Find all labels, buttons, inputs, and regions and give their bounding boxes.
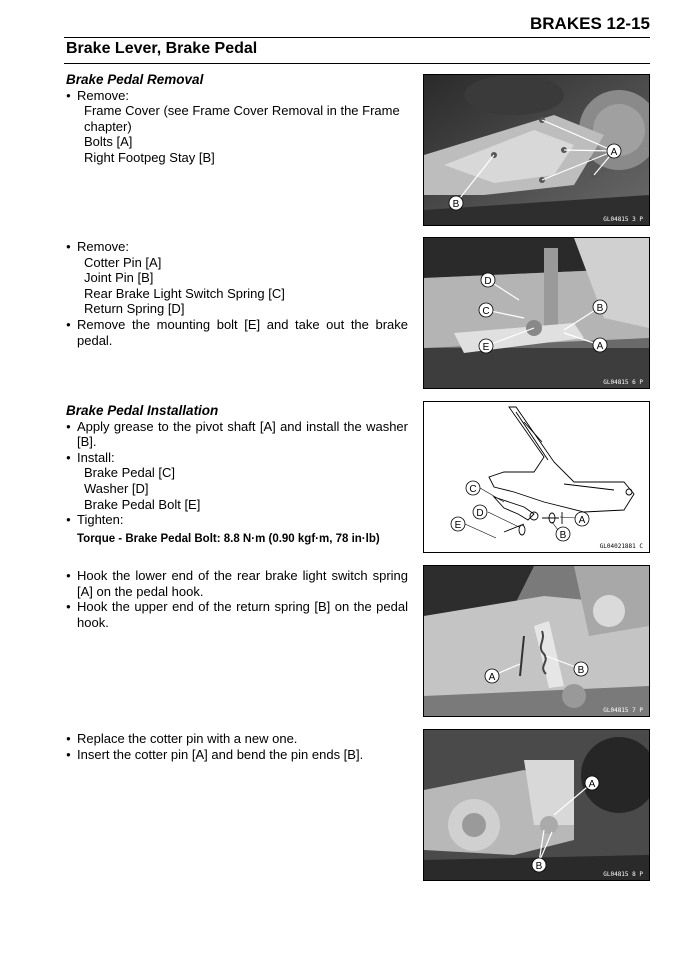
figure-code: GL04021881 C (599, 543, 643, 550)
bullet-text: Insert the cotter pin [A] and bend the pin ends [B]. (77, 746, 364, 762)
page-header: BRAKES 12-15 (530, 14, 650, 33)
header-rule (64, 37, 650, 38)
removal-block-2 (66, 239, 408, 348)
figure-label (466, 481, 480, 495)
figure-5-photo (423, 729, 650, 881)
figure-4-image (424, 566, 649, 716)
svg-text:C: C (482, 306, 490, 317)
figure-label (532, 858, 546, 872)
removal-block-1 (66, 72, 408, 166)
figure-4-photo (423, 565, 650, 717)
svg-text:D: D (484, 276, 492, 287)
installation-block-3 (66, 731, 408, 762)
list-item: Brake Pedal Bolt [E] (84, 496, 201, 512)
removal-heading: Brake Pedal Removal (66, 72, 204, 87)
installation-heading: Brake Pedal Installation (66, 403, 219, 418)
list-item: Rear Brake Light Switch Spring [C] (84, 285, 285, 301)
figure-code: GL04815 6 P (603, 379, 643, 386)
bullet (66, 317, 408, 348)
bullet-text: Remove the mounting bolt [E] and take out the brake pedal. (77, 316, 408, 348)
list-item: Return Spring [D] (84, 301, 185, 317)
figure-label (479, 339, 493, 353)
figure-1-image (424, 75, 649, 225)
figure-label (607, 144, 621, 158)
figure-2-image (424, 238, 649, 388)
figure-label (575, 512, 589, 526)
figure-3-drawing (423, 401, 650, 553)
svg-text:B: B (535, 861, 543, 872)
figure-2-photo (423, 237, 650, 389)
svg-text:B: B (596, 303, 604, 314)
figure-5-image (424, 730, 649, 880)
svg-text:A: A (588, 779, 596, 790)
list-item: Right Footpeg Stay [B] (84, 149, 215, 165)
svg-text:B: B (452, 199, 460, 210)
figure-label (585, 776, 599, 790)
bullet (66, 747, 408, 763)
list-item: Brake Pedal [C] (84, 465, 176, 481)
bullet (66, 419, 408, 450)
bullet-text: Install: (77, 449, 115, 465)
bullet-text: Remove: (77, 87, 130, 103)
section-rule (64, 63, 650, 64)
svg-text:E: E (482, 342, 490, 353)
bullet-text: Hook the lower end of the rear brake light switch spring [A] on the pedal hook. (77, 568, 408, 599)
list-item: Joint Pin [B] (84, 270, 154, 286)
bullet-text: Apply grease to the pivot shaft [A] and install the washer [B]. (77, 418, 408, 450)
svg-text:C: C (469, 484, 477, 495)
svg-text:A: A (596, 341, 604, 352)
list-item: Frame Cover (see Frame Cover Removal in the Frame chapter) (84, 103, 400, 134)
figure-label (449, 196, 463, 210)
torque-spec: Torque - Brake Pedal Bolt: 8.8 N·m (0.90 kgf·m, 78 in·lb) (77, 532, 380, 545)
figure-label (473, 505, 487, 519)
bullet (66, 239, 408, 255)
installation-block-1 (66, 403, 408, 547)
figure-1-photo (423, 74, 650, 226)
section-title: Brake Lever, Brake Pedal (66, 40, 258, 57)
svg-text:A: A (488, 672, 496, 683)
figure-label (593, 338, 607, 352)
figure-3-image (424, 402, 649, 552)
svg-text:E: E (454, 520, 462, 531)
figure-code: GL04815 8 P (603, 871, 643, 878)
figure-label (556, 527, 570, 541)
list-item: Cotter Pin [A] (84, 254, 162, 270)
figure-label (479, 303, 493, 317)
bullet (66, 450, 408, 466)
installation-block-2 (66, 568, 408, 630)
svg-text:A: A (578, 515, 586, 526)
bullet (66, 512, 408, 528)
bullet (66, 599, 408, 630)
svg-text:B: B (577, 665, 585, 676)
figure-label (481, 273, 495, 287)
svg-text:D: D (476, 508, 484, 519)
bullet-text: Replace the cotter pin with a new one. (77, 731, 298, 746)
list-item: Bolts [A] (84, 134, 133, 150)
bullet (66, 88, 408, 104)
bullet-text: Hook the upper end of the return spring [B] on the pedal hook. (77, 599, 408, 630)
figure-label (593, 300, 607, 314)
svg-text:B: B (559, 530, 567, 541)
bullet-text: Tighten: (77, 512, 124, 528)
bullet (66, 731, 408, 747)
bullet-text: Remove: (77, 239, 130, 254)
figure-label (574, 662, 588, 676)
figure-code: GL04815 3 P (603, 216, 643, 223)
bullet (66, 568, 408, 599)
figure-label (451, 517, 465, 531)
figure-label (485, 669, 499, 683)
svg-text:A: A (610, 147, 618, 158)
figure-code: GL04815 7 P (603, 707, 643, 714)
list-item: Washer [D] (84, 480, 149, 496)
